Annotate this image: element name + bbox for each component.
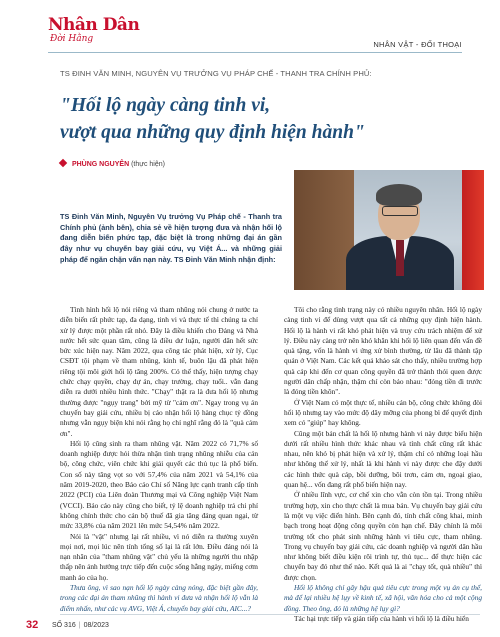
paragraph: Hối lộ cũng sinh ra tham nhũng vặt. Năm 2022 có 71,7% số doanh nghiệp được hỏi thừa nhận tình trạng nhũng nhiễu của cán bộ, công chức, viên chức khi giải quyết các thủ tục là phổ biến. Con số này tăng vọt so với 57,4% của năm 2021 và 54,1% của năm 2019-2020, theo Báo cáo Chỉ số Năng lực cạnh tranh cấp tỉnh 2022 (PCI) của Liên đoàn Thương mại và Công nghiệp Việt Nam (VCCI). Báo cáo này cũng cho biết, tỷ lệ doanh nghiệp trả chi phí không chính thức cho cán bộ thuế đã gia tăng đáng quan ngại, từ mức 33,8% của năm 2021 lên mức 54,54% năm 2022. bbox=[60, 438, 258, 531]
article-intro: TS Đinh Văn Minh, Nguyên Vụ trưởng Vụ Pháp chế - Thanh tra Chính phủ (ảnh bên), chia sẻ về hiện tượng đưa và nhận hối lộ đang diễn biến phức tạp, đặc biệt là trong những đại án gần đây như vụ chuyến bay giải cứu, vụ Việt Á... và những giải pháp để ngăn chặn vấn nạn này. TS Đinh Văn Minh nhận định: bbox=[60, 212, 282, 264]
paragraph: Ở nhiều lĩnh vực, cơ chế xin cho vẫn còn tồn tại. Trong nhiều trường hợp, xin cho thực chất là mua bán. Vụ chuyến bay giải cứu là một vụ việc điển hình. Bên cạnh đó, tính chất công khai, minh bạch trong hoạt động công quyền còn hạn chế. Đây chính là môi trường tốt cho phát sinh những hành vi tiêu cực, tham nhũng. Trong vụ chuyến bay giải cứu, các doanh nghiệp và người dân hầu như không biết điều kiện rõi trình tự, thủ tục... để thực hiện các chuyến bay đó như thế nào. Kết quả là ai "chạy tốt, quà nhiều" thì được chọn. bbox=[284, 490, 482, 582]
issue-separator: | bbox=[78, 622, 81, 629]
paragraph: Tôi cho rằng tình trạng này có nhiều nguyên nhân. Hối lộ ngày càng tinh vi để dùng vượt qua tất cả những quy định hiện hành. Hối lộ là hành vi rất khó phát hiện và truy cứu trách nhiệm để xử lý. Điều này càng trở nên khó khăn khi hối lộ liên quan đến vấn đề quà tặng, vốn là hành vi ứng xử bình thường, từ lâu đã thành tập quán ở Việt Nam. Các kết quả khảo sát cho thấy, nhiều trường hợp quà cáp khi đến cơ quan công quyền đã trở thành thói quen được người dân chấp nhận, thậm chí còn bảo nhau: "đóng tiền đi trước là đóng tiền khôn". bbox=[284, 305, 482, 397]
footer-divider bbox=[60, 614, 480, 615]
issue-info bbox=[52, 622, 109, 629]
byline-role: (thực hiện) bbox=[131, 161, 165, 168]
paragraph: Cũng một bản chất là hối lộ nhưng hành vi này được biểu hiện dưới rất nhiều hình thức khác nhau và tính chất cũng rất khác nhau, nên khó bị phát hiện và xử lý, thậm chí có những loại hầu như không thể xử lý, nhất là khi hành vi này được che đậy dưới các hình thức quà cáp, bồi dưỡng, bôi trơn, cảm ơn, ngoại giao, quan hệ... vốn đang rất phổ biến hiện nay. bbox=[284, 428, 482, 490]
glasses-shape bbox=[382, 206, 418, 216]
byline-author: PHÙNG NGUYÊN bbox=[71, 161, 130, 168]
headline-line-1: "Hối lộ ngày càng tinh vi, bbox=[60, 95, 271, 116]
paragraph: Tác hại trực tiếp và gián tiếp của hành vi hối lộ là điều hiển bbox=[294, 613, 469, 623]
bookshelf-shape bbox=[294, 170, 354, 290]
logo-subtitle: Đời Hằng bbox=[50, 34, 94, 44]
byline-diamond-icon bbox=[59, 159, 67, 167]
section-label: NHÂN VẬT - ĐỐI THOẠI bbox=[373, 40, 462, 49]
issue-number: SỐ 316 bbox=[52, 622, 76, 629]
paragraph: Ở Việt Nam có một thực tế, nhiều cán bộ, công chức không đòi hối lộ nhưng tay vào mức độ dây mỡng của phong bì để quyết định xem có "giúp" hay không. bbox=[284, 397, 482, 428]
header-divider bbox=[48, 52, 462, 53]
flag-shape bbox=[462, 170, 484, 290]
logo-wordmark: Nhân Dân bbox=[48, 15, 140, 35]
paragraph: Tình hình hối lộ nói riêng và tham nhũng nói chung ở nước ta diễn biến rất phức tạp, đa dạng, tinh vi và thực tế thì chúng ta chỉ xử lý được một phần rất nhỏ. Đây là điều khiến cho Đảng và Nhà nước hết sức quan tâm, cũng là điều dư luận, người dân hết sức bức xúc hiện nay. Năm 2022, qua công tác phát hiện, xử lý, Cục CSĐT tội phạm về tham nhũng, kinh tế, buôn lậu đã phát hiện riêng tội môi giới hối lộ tăng 200%. Có thể thấy, hiện tượng chạy chức chạy quyền, chạy dự án, chạy trường, chạy tuổi.. vẫn đang diễn ra dưới nhiều hình thức. "Chạy" thật ra là đưa hối lộ nhưng thường được "ngụy trang" bởi mỹ từ "cảm ơn". Ngay trong vụ án chuyến bay giải cứu, nhiều bị cáo nhận hối lộ hàng chục tỷ đồng nhưng vẫn ngụy biện khi nói rằng họ chỉ nghĩ rằng đó là "quà cảm ơn". bbox=[60, 305, 258, 438]
article-headline bbox=[60, 92, 480, 146]
interview-question: Hối lộ không chỉ gây hậu quả tiêu cực trong một vụ án cụ thể, mà để lại nhiều hệ lụy về kinh tế, xã hội, văn hóa cho cả một cộng đồng. Theo ông, đó là những hệ lụy gì? bbox=[284, 583, 482, 613]
article-kicker: TS ĐINH VĂN MINH, NGUYÊN VỤ TRƯỞNG VỤ PHÁP CHẾ - THANH TRA CHÍNH PHỦ: bbox=[60, 69, 372, 78]
hair-shape bbox=[376, 184, 422, 206]
tie-shape bbox=[396, 240, 404, 276]
interview-question: Thưa ông, vì sao nạn hối lộ ngày càng nóng, đặc biệt gần đây, trong các đại án tham nhũng thì hành vi đưa và nhận hối lộ vẫn là điểm nhấn, như các vụ AVG, Việt Á, chuyến bay giải cứu, AIC...? bbox=[60, 583, 258, 613]
page-number: 32 bbox=[26, 619, 39, 631]
issue-date: 08/2023 bbox=[83, 622, 109, 629]
body-column-left bbox=[60, 305, 258, 614]
paragraph: Nói là "vặt" nhưng lại rất nhiều, vì nó diễn ra thường xuyên mọi nơi, mọi lúc nên tính tổng số lại là rất lớn. Điều đáng nói là nạn nhân của "tham nhũng vặt" chủ yếu là những người thu nhập thấp nên ảnh hưởng trực tiếp đến cuộc sống hằng ngày, miếng cơm manh áo của họ. bbox=[60, 531, 258, 582]
body-column-right bbox=[284, 305, 482, 624]
headline-line-2: vượt qua những quy định hiện hành" bbox=[60, 122, 365, 143]
portrait-photo bbox=[294, 170, 484, 290]
nhan-dan-logo bbox=[48, 15, 140, 45]
byline bbox=[60, 161, 165, 168]
